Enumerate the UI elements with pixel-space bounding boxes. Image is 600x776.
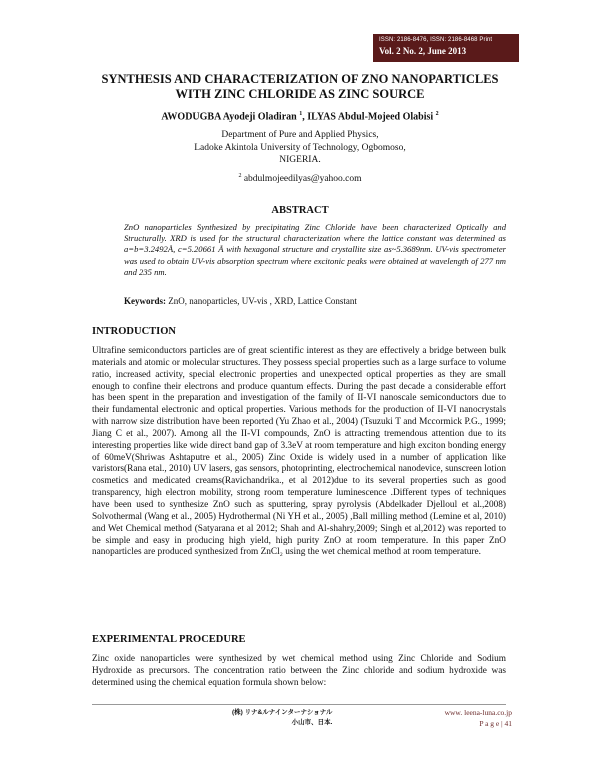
author-1: AWODUGBA Ayodeji Oladiran	[161, 111, 297, 123]
footer-divider	[92, 704, 506, 705]
introduction-text: Ultrafine semiconductors particles are of great scientific interest as they are effectively a bridge between bulk materials and atomic or molecular structures. They possess special properties such as a large surface to volume ratio, increased activity, special electronic properties and unexpected optical properties as they are small enough to confine their electrons and produce quantum effects. During the past decade a considerable effort has been spent in the preparation and investigation of the family of II-VI nanoscale semiconductors due to their fundamental electronic and optical properties. Various methods for the production of II-VI nanocrystals with narrow size distribution have been reported (Yu Zhao et al., 2004) (Tsuzuki T and Mccormick P.G., 1999; Jiang C et al., 2007). Among all the II-VI compounds, ZnO is attracting tremendous attention due to its interesting properties like wide direct band gap of 3.3eV at room temperature and high exciton bonding energy of 60meV(Shriwas Ashtaputre et al., 2005) Zinc Oxide is widely used in a number of application like varistors(Rana etal., 2010) UV lasers, gas sensors, photoprinting, electrochemical nanodevice, sunscreen lotion cosmetics and medicated creams(Ravichandrika., et al 2012)due to its several properties such as good transparency, high electron mobility, strong room temperature luminescence .Different types of techniques have been used to synthesize ZnO such as sputtering, spray pyrolysis (Abdelkader Djelloul et al.,2008) Solvothermal (Wang et al., 2005) Hydrothermal (Ni YH et al., 2005) ,Ball milling method (Lemine et al, 2010) and Wet Chemical method (Satyarana et al 2012; Shah and Al-shahry,2009; Singh et al,2012) was reported to be simple and easy in producing high yield, high purity ZnO at room temperature. In this paper ZnO nanoparticles are produced synthesized from ZnCl₂ using the wet chemical method at room temperature.	[92, 346, 506, 558]
keywords-label: Keywords:	[124, 296, 166, 306]
author-separator: ,	[302, 111, 308, 123]
page-number: P a g e | 41	[479, 719, 512, 728]
affiliation-line-1: Department of Pure and Applied Physics,	[221, 130, 379, 140]
publisher-line-2: 小山市、日本.	[291, 719, 333, 726]
footer-right	[422, 707, 512, 729]
paper-title	[60, 72, 540, 102]
email-sup: 2	[238, 173, 242, 179]
volume-text: Vol. 2 No. 2, June 2013	[379, 46, 467, 56]
affiliation-line-3: NIGERIA.	[279, 155, 321, 165]
issn-text: ISSN: 2186-8476, ISSN: 2186-8468 Print	[379, 37, 493, 43]
title-line-2: WITH ZINC CHLORIDE AS ZINC SOURCE	[175, 87, 425, 101]
affiliation-line-2: Ladoke Akintola University of Technology, Ogbomoso,	[194, 142, 406, 153]
email-link[interactable]: abdulmojeedilyas@yahoo.com	[243, 174, 362, 185]
experimental-text: Zinc oxide nanoparticles were synthesized by wet chemical method using Zinc Chloride and Sodium Hydroxide as precursors. The concentration ratio between the Zinc chloride and sodium hydroxide was determined using the chemical equation formula shown below:	[92, 654, 506, 688]
title-line-1: SYNTHESIS AND CHARACTERIZATION OF ZNO NANOPARTICLES	[101, 72, 499, 86]
author-1-sup: 1	[299, 111, 303, 117]
abstract-text: ZnO nanoparticles Synthesized by precipitating Zinc Chloride have been characterized Optically and Structurally. XRD is used for the structural characterization where the lattice constant was determined as a=b=3.2492Å, c=5.20661 Å with hexagonal structure and crystallite size as~5.3689nm. UV-vis spectrometer was used to obtain UV-vis absorption spectrum where excitonic peaks were obtained at wavelength of 277 nm and 235 nm.	[124, 222, 506, 277]
author-email	[60, 173, 540, 184]
introduction-heading: INTRODUCTION	[92, 326, 177, 337]
author-2: ILYAS Abdul-Mojeed Olabisi	[307, 111, 434, 123]
abstract-heading: ABSTRACT	[271, 205, 329, 216]
website-link[interactable]: www. leena-luna.co.jp	[444, 708, 512, 717]
affiliation	[60, 129, 540, 167]
publisher-line-1: (株) リナ&ルナインターナショナル	[232, 709, 333, 716]
authors	[60, 111, 540, 122]
keywords-list: ZnO, nanoparticles, UV-vis , XRD, Lattice Constant	[166, 296, 357, 306]
journal-issn-box	[373, 34, 519, 62]
publisher-info	[232, 708, 332, 728]
experimental-heading: EXPERIMENTAL PROCEDURE	[92, 634, 246, 645]
keywords	[124, 296, 506, 306]
author-2-sup: 2	[435, 111, 439, 117]
